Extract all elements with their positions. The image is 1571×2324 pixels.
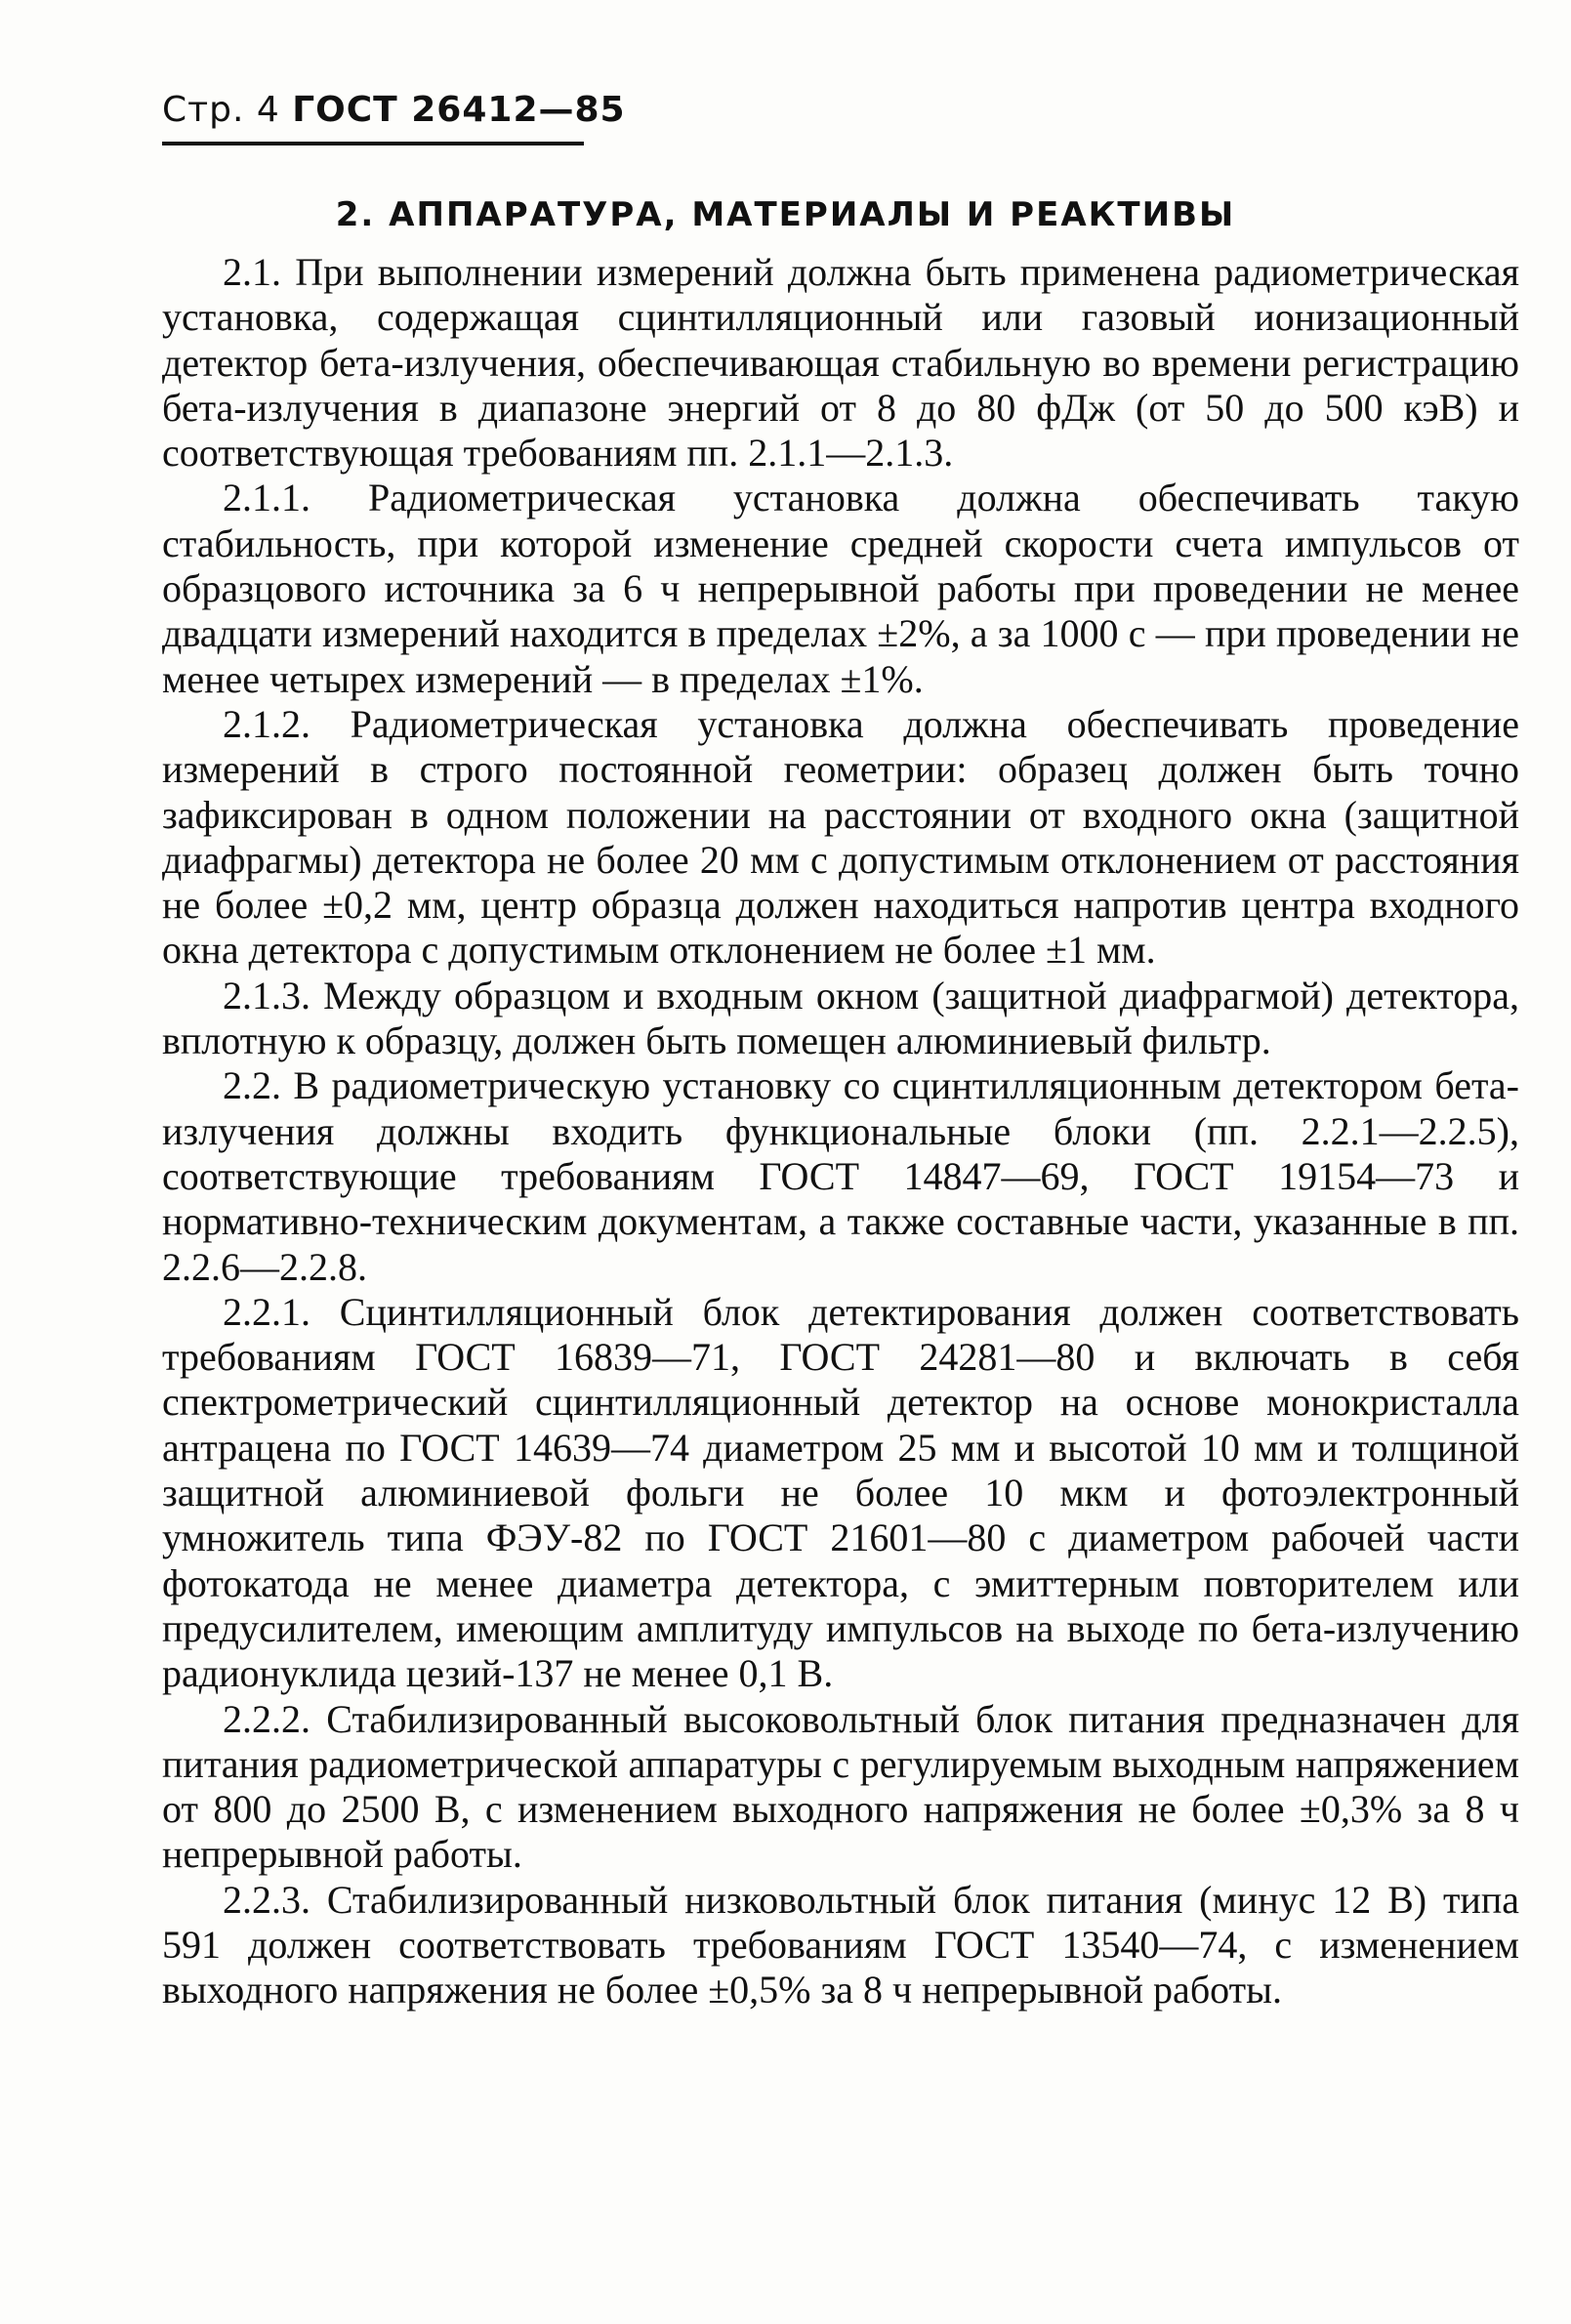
- header-rule: [162, 142, 584, 145]
- clause-2-2-3: 2.2.3. Стабилизированный низковольтный блок питания (минус 12 В) типа 591 должен соответствовать требованиям ГОСТ 13540—74, с изменением выходного напряжения не более ±0,5% за 8 ч непрерывной работы.: [162, 1877, 1519, 2013]
- page-label: Стр. 4: [162, 90, 280, 130]
- clause-2-1-2: 2.1.2. Радиометрическая установка должна обеспечивать проведение измерений в строго постоянной геометрии: образец должен быть точно зафиксирован в одном положении на расстоянии от входного окна (защитной диафрагмы) детектора не более 20 мм с допустимым отклонением от расстояния не более ±0,2 мм, центр образца должен находиться напротив центра входного окна детектора с допустимым отклонением не более ±1 мм.: [162, 701, 1519, 973]
- running-head: [162, 90, 626, 130]
- clause-2-1: 2.1. При выполнении измерений должна быть применена радиометрическая установка, содержащая сцинтилляционный или газовый ионизационный детектор бета-излучения, обеспечивающая стабильную во времени регистрацию бета-излучения в диапазоне энергий от 8 до 80 фДж (от 50 до 500 кэВ) и соответствующая требованиям пп. 2.1.1—2.1.3.: [162, 250, 1519, 476]
- document-code: ГОСТ 26412—85: [292, 90, 626, 130]
- clause-2-1-1: 2.1.1. Радиометрическая установка должна обеспечивать такую стабильность, при которой изменение средней скорости счета импульсов от образцового источника за 6 ч непрерывной работы при проведении не менее двадцати измерений находится в пределах ±2%, а за 1000 с — при проведении не менее четырех измерений — в пределах ±1%.: [162, 476, 1519, 701]
- section-title: 2. АППАРАТУРА, МАТЕРИАЛЫ И РЕАКТИВЫ: [335, 195, 1236, 234]
- clause-2-2-1: 2.2.1. Сцинтилляционный блок детектирования должен соответствовать требованиям ГОСТ 16839—71, ГОСТ 24281—80 и включать в себя спектрометрический сцинтилляционный детектор на основе монокристалла антрацена по ГОСТ 14639—74 диаметром 25 мм и высотой 10 мм и толщиной защитной алюминиевой фольги не более 10 мкм и фотоэлектронный умножитель типа ФЭУ-82 по ГОСТ 21601—80 с диаметром рабочей части фотокатода не менее диаметра детектора, с эмиттерным повторителем или предусилителем, имеющим амплитуду импульсов на выходе по бета-излучению радионуклида цезий-137 не менее 0,1 В.: [162, 1289, 1519, 1696]
- clause-2-2: 2.2. В радиометрическую установку со сцинтилляционным детектором бета-излучения должны входить функциональные блоки (пп. 2.2.1—2.2.5), соответствующие требованиям ГОСТ 14847—69, ГОСТ 19154—73 и нормативно-техническим документам, а также составные части, указанные в пп. 2.2.6—2.2.8.: [162, 1063, 1519, 1289]
- clause-2-2-2: 2.2.2. Стабилизированный высоковольтный блок питания предназначен для питания радиометрической аппаратуры с регулируемым выходным напряжением от 800 до 2500 В, с изменением выходного напряжения не более ±0,3% за 8 ч непрерывной работы.: [162, 1696, 1519, 1877]
- document-body: [162, 250, 1519, 2013]
- clause-2-1-3: 2.1.3. Между образцом и входным окном (защитной диафрагмой) детектора, вплотную к образцу, должен быть помещен алюминиевый фильтр.: [162, 973, 1519, 1063]
